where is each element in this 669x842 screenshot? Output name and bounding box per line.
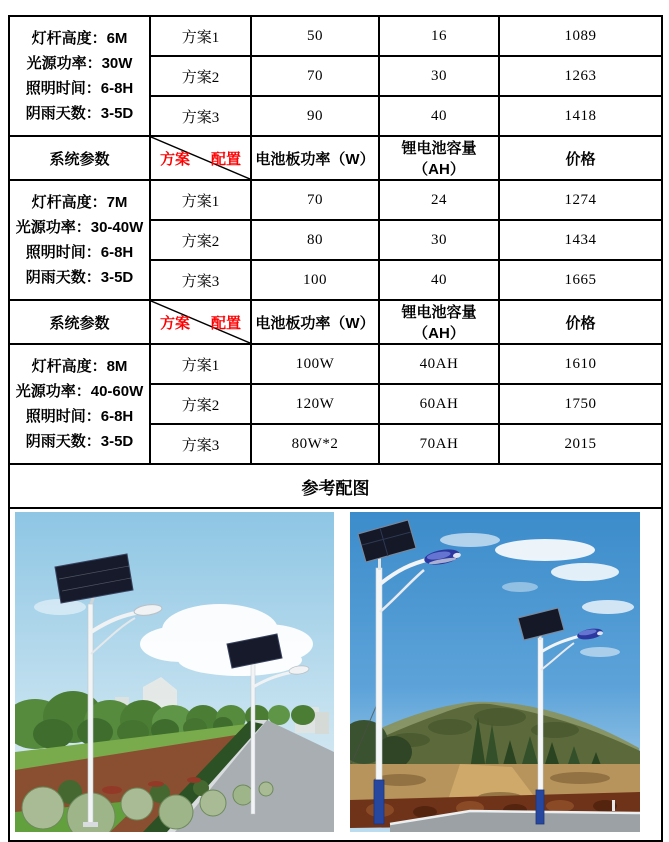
header-row xyxy=(9,136,662,180)
spec-line: 灯杆高度：7M xyxy=(31,194,128,211)
caption-row xyxy=(9,464,662,508)
photo-cell xyxy=(9,508,662,841)
price-cell: 1750 xyxy=(499,384,662,424)
spec-cell-7m xyxy=(9,180,150,300)
header-plan-label: 方案 xyxy=(160,150,191,168)
spec-line: 阴雨天数：3-5D xyxy=(25,269,134,286)
panel-power-cell: 120W xyxy=(251,384,379,424)
panel-power-cell: 70 xyxy=(251,180,379,220)
reference-photo-render xyxy=(15,512,334,832)
header-plan-config xyxy=(150,300,251,344)
spec-line: 灯杆高度：8M xyxy=(31,358,128,375)
plan-cell: 方案2 xyxy=(150,220,251,260)
header-row xyxy=(9,300,662,344)
pole-base xyxy=(536,790,544,824)
reference-images-title: 参考配图 xyxy=(9,464,662,508)
spec-line: 灯杆高度：6M xyxy=(31,30,128,47)
panel-power-cell: 90 xyxy=(251,96,379,136)
photo-strip xyxy=(10,509,661,840)
header-battery-capacity: 锂电池容量（AH） xyxy=(379,300,499,344)
header-panel-power: 电池板功率（W） xyxy=(251,300,379,344)
price-cell: 1089 xyxy=(499,16,662,56)
spec-line: 光源功率：40-60W xyxy=(15,383,144,400)
price-cell: 1274 xyxy=(499,180,662,220)
spec-table xyxy=(8,15,663,842)
header-config-label: 配置 xyxy=(210,314,241,332)
panel-power-cell: 80W*2 xyxy=(251,424,379,464)
spec-cell-6m xyxy=(9,16,150,136)
plan-cell: 方案2 xyxy=(150,384,251,424)
panel-power-cell: 50 xyxy=(251,16,379,56)
battery-capacity-cell: 60AH xyxy=(379,384,499,424)
plan-cell: 方案1 xyxy=(150,16,251,56)
reference-photo-site xyxy=(350,512,640,832)
plan-cell: 方案3 xyxy=(150,96,251,136)
plan-cell: 方案1 xyxy=(150,180,251,220)
spec-line: 光源功率：30-40W xyxy=(15,219,144,236)
panel-power-cell: 100 xyxy=(251,260,379,300)
photo-row xyxy=(9,508,662,841)
table-row xyxy=(9,344,662,384)
spec-line: 阴雨天数：3-5D xyxy=(25,105,134,122)
header-battery-capacity: 锂电池容量（AH） xyxy=(379,136,499,180)
battery-capacity-cell: 40 xyxy=(379,260,499,300)
price-cell: 1610 xyxy=(499,344,662,384)
header-panel-power: 电池板功率（W） xyxy=(251,136,379,180)
header-plan-config xyxy=(150,136,251,180)
header-plan-label: 方案 xyxy=(160,314,191,332)
spec-line: 阴雨天数：3-5D xyxy=(25,433,134,450)
panel-power-cell: 80 xyxy=(251,220,379,260)
spec-line: 照明时间：6-8H xyxy=(25,244,134,261)
price-cell: 1263 xyxy=(499,56,662,96)
marker-post xyxy=(612,800,615,811)
plan-cell: 方案2 xyxy=(150,56,251,96)
pole-base xyxy=(374,780,384,824)
battery-capacity-cell: 40 xyxy=(379,96,499,136)
price-cell: 1665 xyxy=(499,260,662,300)
header-price: 价格 xyxy=(499,300,662,344)
header-price: 价格 xyxy=(499,136,662,180)
battery-capacity-cell: 16 xyxy=(379,16,499,56)
battery-capacity-cell: 40AH xyxy=(379,344,499,384)
header-system-params: 系统参数 xyxy=(9,136,150,180)
header-system-params: 系统参数 xyxy=(9,300,150,344)
battery-capacity-cell: 30 xyxy=(379,56,499,96)
table-row xyxy=(9,180,662,220)
spec-line: 照明时间：6-8H xyxy=(25,408,134,425)
panel-power-cell: 100W xyxy=(251,344,379,384)
panel-power-cell: 70 xyxy=(251,56,379,96)
spec-line: 光源功率：30W xyxy=(26,55,133,72)
price-cell: 1434 xyxy=(499,220,662,260)
spec-cell-8m xyxy=(9,344,150,464)
price-cell: 1418 xyxy=(499,96,662,136)
plan-cell: 方案3 xyxy=(150,260,251,300)
plan-cell: 方案3 xyxy=(150,424,251,464)
table-row xyxy=(9,16,662,56)
plan-cell: 方案1 xyxy=(150,344,251,384)
battery-capacity-cell: 70AH xyxy=(379,424,499,464)
battery-capacity-cell: 24 xyxy=(379,180,499,220)
battery-capacity-cell: 30 xyxy=(379,220,499,260)
header-config-label: 配置 xyxy=(210,150,241,168)
price-cell: 2015 xyxy=(499,424,662,464)
spec-line: 照明时间：6-8H xyxy=(25,80,134,97)
